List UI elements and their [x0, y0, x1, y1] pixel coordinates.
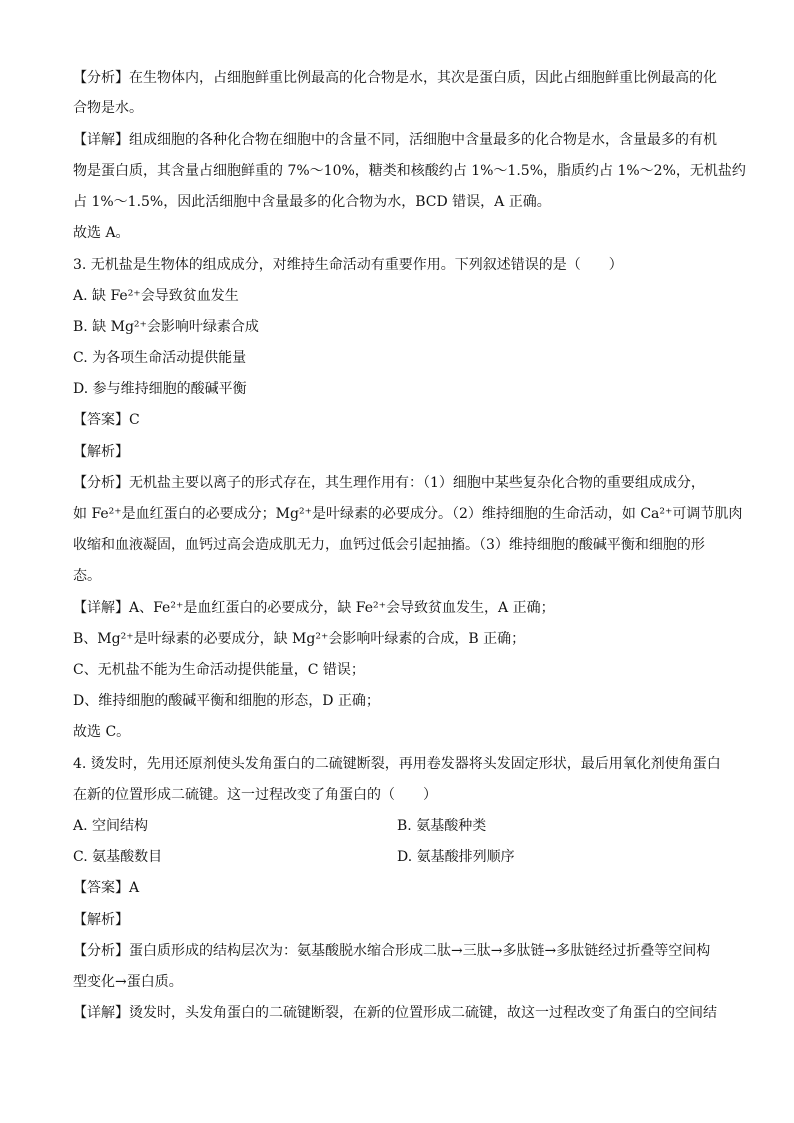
text-line: 【分析】无机盐主要以离子的形式存在，其生理作用有：（1）细胞中某些复杂化合物的重要组成成分，: [73, 475, 705, 491]
option-d: D. 参与维持细胞的酸碱平衡: [73, 381, 247, 397]
text-line: 如 Fe²⁺是血红蛋白的必要成分；Mg²⁺是叶绿素的必要成分。（2）维持细胞的生命活动，如 Ca²⁺可调节肌肉: [73, 506, 743, 522]
text-line: 在新的位置形成二硫键。这一过程改变了角蛋白的（ ）: [73, 787, 437, 803]
analysis-label: 【解析】: [73, 912, 129, 928]
text-line: 合物是水。: [73, 100, 143, 116]
option-b: B. 氨基酸种类: [397, 818, 487, 834]
text-line: 占 1%～1.5%，因此活细胞中含量最多的化合物为水，BCD 错误，A 正确。: [73, 194, 551, 210]
question-4: 4. 烫发时，先用还原剂使头发角蛋白的二硫键断裂，再用卷发器将头发固定形状，最后用氧化剂使角蛋白: [73, 756, 721, 772]
text-line: 【详解】烫发时，头发角蛋白的二硫键断裂，在新的位置形成二硫键，故这一过程改变了角蛋白的空间结: [73, 1005, 717, 1021]
text-line: 故选 A。: [73, 225, 130, 241]
answer-label: 【答案】A: [73, 880, 140, 896]
text-line: C、无机盐不能为生命活动提供能量，C 错误；: [73, 662, 365, 678]
question-3: 3. 无机盐是生物体的组成成分，对维持生命活动有重要作用。下列叙述错误的是（ ）: [73, 257, 623, 273]
analysis-label: 【解析】: [73, 444, 129, 460]
text-line: B、Mg²⁺是叶绿素的必要成分，缺 Mg²⁺会影响叶绿素的合成，B 正确；: [73, 631, 526, 647]
option-c: C. 为各项生命活动提供能量: [73, 350, 247, 366]
option-d: D. 氨基酸排列顺序: [397, 849, 515, 865]
text-line: 收缩和血液凝固，血钙过高会造成肌无力，血钙过低会引起抽搐。（3）维持细胞的酸碱平衡和细胞的形: [73, 537, 705, 553]
text-line: 型变化→蛋白质。: [73, 974, 183, 990]
text-line: 故选 C。: [73, 724, 131, 740]
text-line: 【详解】A、Fe²⁺是血红蛋白的必要成分，缺 Fe²⁺会导致贫血发生，A 正确；: [73, 600, 555, 616]
option-c: C. 氨基酸数目: [73, 849, 163, 865]
text-line: 【分析】蛋白质形成的结构层次为：氨基酸脱水缩合形成二肽→三肽→多肽链→多肽链经过折叠等空间构: [73, 943, 711, 959]
option-a: A. 空间结构: [73, 818, 149, 834]
text-line: D、维持细胞的酸碱平衡和细胞的形态，D 正确；: [73, 693, 380, 709]
text-line: 物是蛋白质，其含量占细胞鲜重的 7%～10%，糖类和核酸约占 1%～1.5%，脂质约占 1%～2%，无机盐约: [73, 163, 746, 179]
answer-label: 【答案】C: [73, 412, 140, 428]
option-a: A. 缺 Fe²⁺会导致贫血发生: [73, 288, 239, 304]
text-line: 态。: [73, 568, 101, 584]
text-line: 【分析】在生物体内，占细胞鲜重比例最高的化合物是水，其次是蛋白质，因此占细胞鲜重比例最高的化: [73, 70, 717, 86]
text-line: 【详解】组成细胞的各种化合物在细胞中的含量不同，活细胞中含量最多的化合物是水，含量最多的有机: [73, 132, 717, 148]
option-b: B. 缺 Mg²⁺会影响叶绿素合成: [73, 319, 259, 335]
